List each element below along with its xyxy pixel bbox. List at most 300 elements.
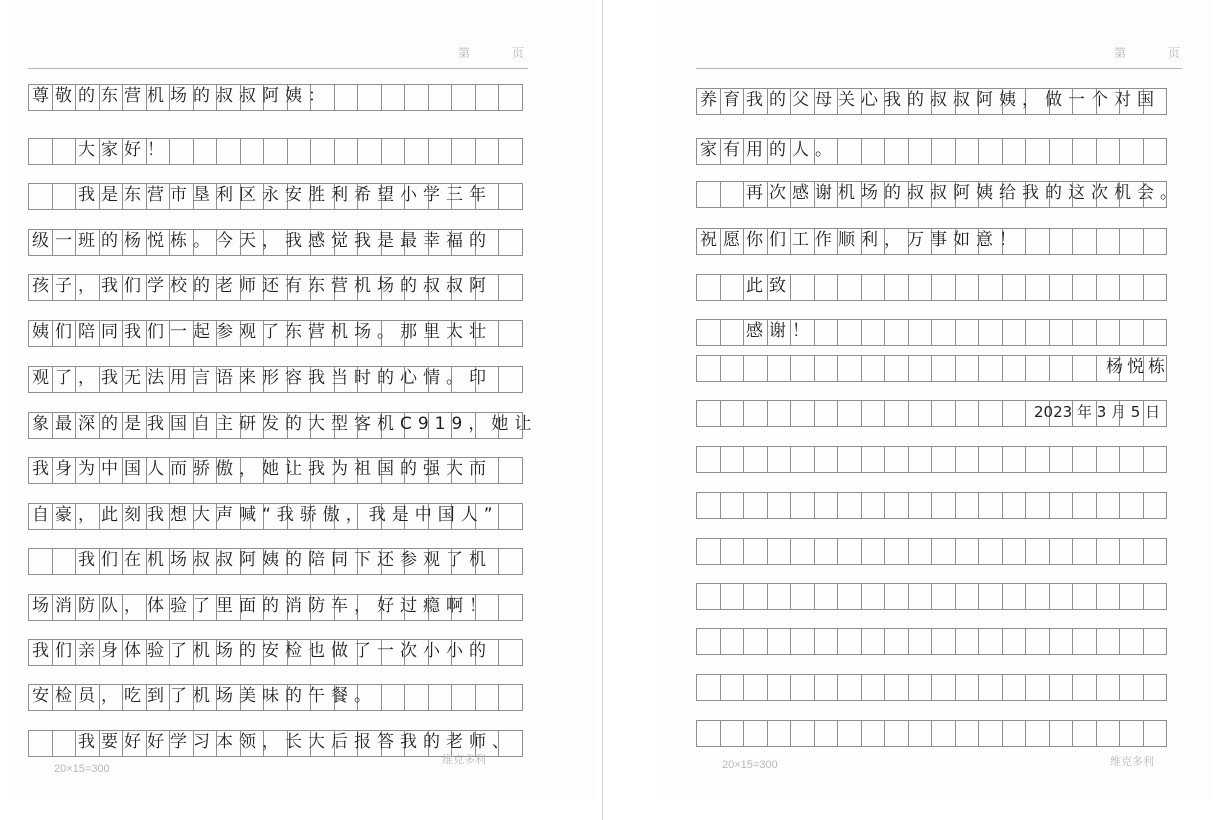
grid-cell <box>1073 721 1097 746</box>
grid-cell <box>815 629 839 654</box>
grid-cell <box>885 539 909 564</box>
grid-cell <box>697 629 721 654</box>
grid-cell <box>1026 229 1050 254</box>
letter-line: 此致 <box>746 276 792 296</box>
letter-line: 我身为中国人而骄傲，她让我为祖国的强大而 <box>32 459 492 479</box>
grid-cell <box>1073 539 1097 564</box>
grid-cell <box>1050 721 1074 746</box>
grid-cell <box>885 584 909 609</box>
grid-cell <box>697 447 721 472</box>
grid-cell <box>1003 629 1027 654</box>
letter-line: 自豪，此刻我想大声喊“我骄傲，我是中国人” <box>32 505 499 525</box>
grid-cell <box>838 320 862 345</box>
grid-cell <box>768 401 792 426</box>
grid-cell <box>1097 229 1121 254</box>
grid-cell <box>862 539 886 564</box>
grid-cell <box>791 356 815 381</box>
grid-cell <box>1073 675 1097 700</box>
grid-cell <box>499 458 523 483</box>
grid-cell <box>452 685 476 710</box>
grid-cell <box>815 356 839 381</box>
grid-cell <box>932 539 956 564</box>
grid-cell <box>1097 139 1121 164</box>
grid-cell <box>1120 721 1144 746</box>
grid-cell <box>1026 320 1050 345</box>
grid-cell <box>838 493 862 518</box>
grid-cell <box>499 549 523 574</box>
grid-cell <box>932 447 956 472</box>
grid-row <box>696 538 1167 565</box>
letter-line: 观了，我无法用言语来形容我当时的心情。印 <box>32 368 492 388</box>
brand-label: 维克多利 <box>1110 756 1154 768</box>
grid-cell <box>499 184 523 209</box>
grid-cell <box>217 139 241 164</box>
grid-cell <box>1073 493 1097 518</box>
grid-cell <box>979 675 1003 700</box>
grid-cell <box>909 447 933 472</box>
grid-cell <box>838 401 862 426</box>
grid-cell <box>744 629 768 654</box>
grid-cell <box>979 139 1003 164</box>
grid-cell <box>815 675 839 700</box>
page-header <box>458 44 525 61</box>
grid-cell <box>979 320 1003 345</box>
letter-line: 我是东营市垦利区永安胜利希望小学三年 <box>78 185 492 205</box>
grid-cell <box>909 139 933 164</box>
grid-cell <box>1003 275 1027 300</box>
grid-cell <box>791 539 815 564</box>
grid-cell <box>909 584 933 609</box>
grid-cell <box>358 139 382 164</box>
grid-cell <box>1026 675 1050 700</box>
grid-cell <box>499 367 523 392</box>
grid-cell <box>1050 356 1074 381</box>
grid-cell <box>1097 493 1121 518</box>
grid-cell <box>862 447 886 472</box>
grid-cell <box>744 584 768 609</box>
grid-cell <box>768 675 792 700</box>
grid-cell <box>1073 356 1097 381</box>
grid-cell <box>499 321 523 346</box>
grid-cell <box>1003 493 1027 518</box>
grid-cell <box>932 584 956 609</box>
page-fold-divider <box>602 0 603 820</box>
grid-cell <box>1097 539 1121 564</box>
grid-cell <box>194 139 218 164</box>
grid-row <box>696 720 1167 747</box>
grid-cell <box>1073 584 1097 609</box>
grid-cell <box>768 721 792 746</box>
grid-cell <box>862 139 886 164</box>
grid-cell <box>815 721 839 746</box>
grid-cell <box>862 493 886 518</box>
grid-cell <box>862 629 886 654</box>
grid-cell <box>744 447 768 472</box>
grid-cell <box>170 139 194 164</box>
grid-cell <box>697 721 721 746</box>
grid-cell <box>1003 675 1027 700</box>
grid-cell <box>862 721 886 746</box>
grid-cell <box>979 493 1003 518</box>
grid-cell <box>744 356 768 381</box>
grid-cell <box>862 356 886 381</box>
grid-cell <box>1003 721 1027 746</box>
grid-cell <box>744 401 768 426</box>
grid-cell <box>1073 447 1097 472</box>
grid-cell <box>932 629 956 654</box>
grid-cell <box>1120 629 1144 654</box>
grid-cell <box>909 629 933 654</box>
grid-cell <box>382 139 406 164</box>
grid-cell <box>815 447 839 472</box>
grid-cell <box>721 629 745 654</box>
grid-cell <box>1026 539 1050 564</box>
letter-line: 尊敬的东营机场的叔叔阿姨： <box>32 86 331 106</box>
grid-cell <box>1120 229 1144 254</box>
grid-cell <box>909 356 933 381</box>
grid-cell <box>791 675 815 700</box>
letter-line: 再次感谢机场的叔叔阿姨给我的这次机会。 <box>746 183 1183 203</box>
grid-cell <box>1050 320 1074 345</box>
grid-cell <box>885 320 909 345</box>
grid-cell <box>956 356 980 381</box>
grid-row <box>696 674 1167 701</box>
grid-cell <box>1050 584 1074 609</box>
grid-cell <box>979 629 1003 654</box>
grid-cell <box>452 85 476 110</box>
grid-cell <box>499 230 523 255</box>
date: 2023 年 3 月 5 日 <box>1034 403 1161 421</box>
grid-row <box>696 355 1167 382</box>
grid-cell <box>288 139 312 164</box>
grid-cell <box>1120 493 1144 518</box>
letter-line: 家有用的人。 <box>700 140 838 160</box>
grid-cell <box>956 539 980 564</box>
grid-cell <box>1120 584 1144 609</box>
grid-cell <box>791 447 815 472</box>
grid-cell <box>791 493 815 518</box>
grid-cell <box>1003 447 1027 472</box>
grid-cell <box>499 85 523 110</box>
grid-cell <box>1097 675 1121 700</box>
grid-cell <box>885 493 909 518</box>
grid-cell <box>815 320 839 345</box>
grid-cell <box>979 275 1003 300</box>
grid-cell <box>721 447 745 472</box>
grid-cell <box>1144 584 1168 609</box>
grid-cell <box>1144 493 1168 518</box>
grid-cell <box>405 139 429 164</box>
grid-cell <box>382 685 406 710</box>
grid-cell <box>1026 584 1050 609</box>
grid-cell <box>791 275 815 300</box>
grid-cell <box>1120 139 1144 164</box>
header-rule <box>28 68 528 69</box>
grid-cell <box>885 675 909 700</box>
grid-cell <box>838 275 862 300</box>
grid-cell <box>1144 320 1168 345</box>
grid-cell <box>721 356 745 381</box>
grid-cell <box>1050 139 1074 164</box>
grid-cell <box>791 721 815 746</box>
grid-cell <box>721 584 745 609</box>
grid-cell <box>264 139 288 164</box>
grid-cell <box>1050 493 1074 518</box>
grid-cell <box>452 139 476 164</box>
grid-cell <box>1026 275 1050 300</box>
grid-cell <box>499 595 523 620</box>
grid-cell <box>1144 629 1168 654</box>
grid-cell <box>1003 584 1027 609</box>
grid-cell <box>1144 721 1168 746</box>
page-header <box>1114 44 1181 61</box>
grid-cell <box>1026 139 1050 164</box>
grid-cell <box>1120 675 1144 700</box>
grid-cell <box>838 539 862 564</box>
header-di: 第 <box>1114 46 1128 60</box>
grid-cell <box>1073 275 1097 300</box>
grid-cell <box>979 584 1003 609</box>
grid-cell <box>499 275 523 300</box>
grid-cell <box>862 401 886 426</box>
grid-cell <box>499 685 523 710</box>
grid-cell <box>956 275 980 300</box>
grid-cell <box>932 721 956 746</box>
grid-cell <box>1073 629 1097 654</box>
grid-cell <box>476 685 500 710</box>
grid-cell <box>791 584 815 609</box>
letter-line: 安检员，吃到了机场美味的午餐。 <box>32 686 377 706</box>
grid-cell <box>1050 675 1074 700</box>
grid-cell <box>768 356 792 381</box>
grid-cell <box>499 504 523 529</box>
grid-cell <box>721 539 745 564</box>
grid-cell <box>1097 275 1121 300</box>
grid-cell <box>1026 356 1050 381</box>
grid-cell <box>1144 675 1168 700</box>
grid-cell <box>909 401 933 426</box>
grid-cell <box>744 493 768 518</box>
grid-cell <box>956 629 980 654</box>
grid-cell <box>815 584 839 609</box>
grid-cell <box>382 85 406 110</box>
grid-cell <box>838 721 862 746</box>
grid-cell <box>815 539 839 564</box>
grid-cell <box>768 493 792 518</box>
grid-cell <box>429 139 453 164</box>
letter-line: 感谢！ <box>746 321 815 341</box>
letter-line: 我们亲身体验了机场的安检也做了一次小小的 <box>32 641 492 661</box>
grid-cell <box>697 675 721 700</box>
letter-line: 大家好！ <box>78 140 170 160</box>
grid-cell <box>499 139 523 164</box>
signature: 杨悦栋 <box>1106 357 1169 377</box>
letter-line: 姨们陪同我们一起参观了东营机场。那里太壮 <box>32 322 492 342</box>
grid-cell <box>838 629 862 654</box>
grid-cell <box>744 539 768 564</box>
grid-cell <box>815 275 839 300</box>
grid-cell <box>1144 447 1168 472</box>
letter-line: 场消防队，体验了里面的消防车，好过瘾啊！ <box>32 596 492 616</box>
grid-cell <box>956 139 980 164</box>
grid-cell <box>956 584 980 609</box>
grid-cell <box>1097 584 1121 609</box>
grid-cell <box>1050 629 1074 654</box>
grid-cell <box>697 401 721 426</box>
grid-cell <box>1003 401 1027 426</box>
grid-cell <box>721 721 745 746</box>
grid-cell <box>1073 229 1097 254</box>
left-page <box>10 0 595 800</box>
grid-row <box>696 446 1167 473</box>
grid-cell <box>885 447 909 472</box>
grid-cell <box>1144 139 1168 164</box>
grid-cell <box>1097 629 1121 654</box>
grid-cell <box>791 629 815 654</box>
grid-cell <box>909 320 933 345</box>
grid-cell <box>1120 275 1144 300</box>
grid-cell <box>429 85 453 110</box>
grid-cell <box>335 85 359 110</box>
grid-cell <box>885 401 909 426</box>
grid-cell <box>697 584 721 609</box>
grid-cell <box>909 675 933 700</box>
grid-cell <box>1026 447 1050 472</box>
grid-cell <box>862 584 886 609</box>
grid-cell <box>1120 447 1144 472</box>
grid-cell <box>1050 229 1074 254</box>
grid-cell <box>909 539 933 564</box>
brand-label: 维克多利 <box>442 754 486 766</box>
grid-cell <box>1050 539 1074 564</box>
grid-cell <box>885 721 909 746</box>
grid-cell <box>405 685 429 710</box>
grid-cell <box>721 401 745 426</box>
grid-row <box>696 492 1167 519</box>
grid-cell <box>932 493 956 518</box>
grid-cell <box>932 675 956 700</box>
grid-cell <box>956 493 980 518</box>
grid-cell <box>932 275 956 300</box>
grid-cell <box>979 356 1003 381</box>
grid-cell <box>768 539 792 564</box>
grid-cell <box>1073 320 1097 345</box>
grid-cell <box>932 139 956 164</box>
grid-cell <box>1097 447 1121 472</box>
grid-cell <box>838 356 862 381</box>
grid-cell <box>1003 539 1027 564</box>
grid-cell <box>697 539 721 564</box>
letter-line: 祝愿你们工作顺利，万事如意！ <box>700 230 1022 250</box>
grid-cell <box>1097 721 1121 746</box>
letter-line: 我们在机场叔叔阿姨的陪同下还参观了机 <box>78 550 492 570</box>
grid-cell <box>932 320 956 345</box>
grid-cell <box>838 675 862 700</box>
grid-cell <box>862 675 886 700</box>
grid-cell <box>885 275 909 300</box>
grid-cell <box>838 584 862 609</box>
grid-cell <box>1073 139 1097 164</box>
grid-cell <box>1026 493 1050 518</box>
grid-cell <box>979 539 1003 564</box>
grid-cell <box>476 85 500 110</box>
grid-cell <box>768 447 792 472</box>
grid-cell <box>979 401 1003 426</box>
header-rule <box>696 68 1182 69</box>
grid-cell <box>429 685 453 710</box>
grid-cell <box>721 493 745 518</box>
header-di: 第 <box>458 46 472 60</box>
grid-cell <box>311 139 335 164</box>
grid-cell <box>909 721 933 746</box>
grid-cell <box>956 401 980 426</box>
header-ye: 页 <box>511 46 525 60</box>
grid-cell <box>885 629 909 654</box>
grid-count-label: 20×15=300 <box>722 759 778 771</box>
grid-cell <box>405 85 429 110</box>
letter-line: 我要好好学习本领，长大后报答我的老师、 <box>78 732 515 752</box>
right-page <box>662 0 1212 800</box>
grid-row <box>696 628 1167 655</box>
grid-cell <box>476 139 500 164</box>
grid-cell <box>909 493 933 518</box>
grid-cell <box>838 139 862 164</box>
grid-row <box>696 583 1167 610</box>
grid-cell <box>979 721 1003 746</box>
grid-cell <box>744 721 768 746</box>
grid-cell <box>1120 539 1144 564</box>
grid-cell <box>1026 721 1050 746</box>
grid-cell <box>909 275 933 300</box>
grid-cell <box>768 584 792 609</box>
grid-cell <box>885 139 909 164</box>
grid-cell <box>956 675 980 700</box>
grid-cell <box>956 721 980 746</box>
grid-cell <box>744 675 768 700</box>
grid-cell <box>335 139 359 164</box>
grid-cell <box>838 447 862 472</box>
grid-cell <box>697 356 721 381</box>
grid-cell <box>932 401 956 426</box>
grid-cell <box>697 493 721 518</box>
grid-cell <box>932 356 956 381</box>
letter-line: 孩子，我们学校的老师还有东营机场的叔叔阿 <box>32 276 492 296</box>
grid-cell <box>721 675 745 700</box>
grid-cell <box>358 85 382 110</box>
grid-cell <box>1050 447 1074 472</box>
grid-cell <box>1097 320 1121 345</box>
grid-cell <box>1003 320 1027 345</box>
grid-cell <box>862 320 886 345</box>
grid-cell <box>862 275 886 300</box>
grid-cell <box>1144 229 1168 254</box>
letter-line: 象最深的是我国自主研发的大型客机C919，她让 <box>32 414 538 434</box>
grid-cell <box>885 356 909 381</box>
grid-cell <box>1003 139 1027 164</box>
grid-cell <box>791 401 815 426</box>
grid-cell <box>979 447 1003 472</box>
grid-cell <box>1120 320 1144 345</box>
grid-cell <box>1144 539 1168 564</box>
grid-cell <box>815 401 839 426</box>
letter-line: 级一班的杨悦栋。今天，我感觉我是最幸福的 <box>32 231 492 251</box>
header-ye: 页 <box>1167 46 1181 60</box>
letter-line: 养育我的父母关心我的叔叔阿姨，做一个对国 <box>700 90 1160 110</box>
grid-cell <box>815 493 839 518</box>
grid-cell <box>241 139 265 164</box>
grid-count-label: 20×15=300 <box>54 763 110 775</box>
grid-cell <box>1026 629 1050 654</box>
